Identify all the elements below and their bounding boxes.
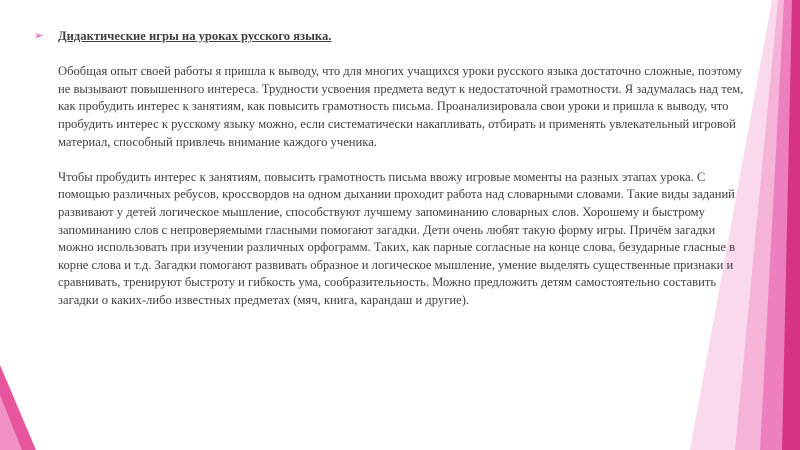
slide-title: Дидактические игры на уроках русского языка. (58, 29, 332, 43)
paragraph-1: Обобщая опыт своей работы я пришла к выводу, что для многих учащихся уроки русского языка достаточно сложные, поэтому не вызывают повышенного интереса. Трудности усвоения предмета ведут к недостаточной грамотности. Я задумалась над тем, как пробудить интерес к занятиям, как повысить грамотность письма. Проанализировала свои уроки и пришла к выводу, что пробудить интерес к русскому языку можно, если систематически накапливать, отбирать и применять увлекательный игровой материал, способный привлечь внимание каждого ученика. (58, 64, 744, 149)
arrow-bullet-icon: ➢ (34, 30, 44, 42)
content-textbox (34, 28, 746, 310)
title-row (34, 28, 746, 46)
paragraph-2: Чтобы пробудить интерес к занятиям, повысить грамотность письма ввожу игровые моменты на разных этапах урока. С помощью различных ребусов, кроссвордов на одном дыхании проходит работа над словарными словами. Такие виды заданий развивают у детей логическое мышление, способствуют лучшему запоминанию словарных слов. Хорошему и быстрому запоминанию слов с непроверяемыми гласными помогают загадки. Дети очень любят такую форму игры. Причём загадки можно использовать при изучении различных орфограмм. Таких, как парные согласные на конце слова, безударные гласные в корне слова и т.д. Загадки помогают развивать образное и логическое мышление, умение выделять существенные признаки и сравнивать, тренируют быстроту и гибкость ума, сообразительность. Можно предложить детям самостоятельно составить загадки о каких-либо известных предметах (мяч, книга, карандаш и другие). (58, 169, 736, 307)
